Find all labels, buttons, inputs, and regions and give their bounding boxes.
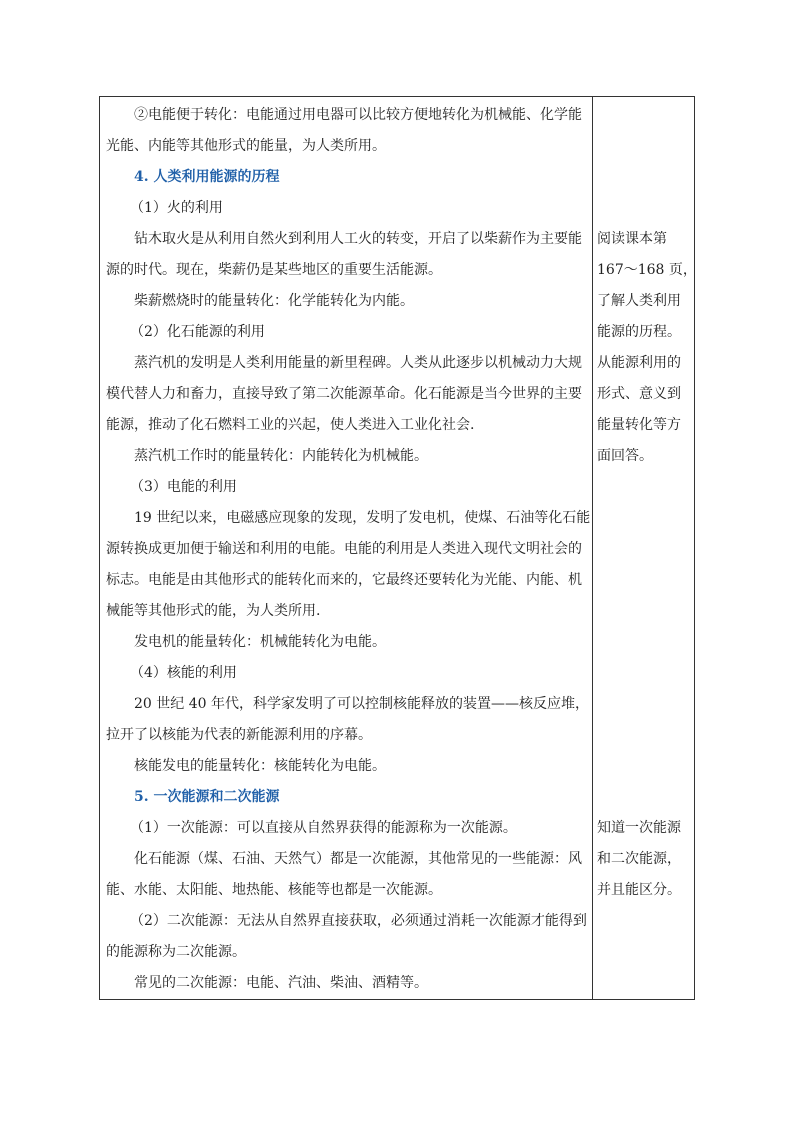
text-line: 的能源称为二次能源。 (106, 944, 246, 960)
side-note-line (597, 131, 693, 162)
text-line: 20 世纪 40 年代，科学家发明了可以控制核能释放的装置——核反应堆， (134, 696, 589, 712)
side-note-line (597, 503, 693, 534)
side-note-line: 形式、意义到 (597, 386, 681, 402)
text-line: 常见的二次能源：电能、汽油、柴油、酒精等。 (134, 975, 428, 991)
text-line: 钻木取火是从利用自然火到利用人工火的转变，开启了以柴薪作为主要能 (134, 231, 582, 247)
side-note-line (597, 100, 693, 131)
text-line: 拉开了以核能为代表的新能源利用的序幕。 (106, 727, 372, 743)
side-note-line (597, 658, 693, 689)
side-note-line (597, 782, 693, 813)
text-line: （3）电能的利用 (130, 479, 237, 495)
side-note-line: 能量转化等方 (597, 417, 681, 433)
text-line: 柴薪燃烧时的能量转化：化学能转化为内能。 (134, 293, 414, 309)
text-line: 发电机的能量转化：机械能转化为电能。 (134, 634, 386, 650)
side-note-line: 从能源利用的 (597, 355, 681, 371)
text-line: （2）化石能源的利用 (130, 324, 265, 340)
text-line: 源的时代。现在，柴薪仍是某些地区的重要生活能源。 (106, 262, 442, 278)
text-line: 能源，推动了化石燃料工业的兴起，使人类进入工业化社会. (106, 417, 475, 433)
side-note-line: 并且能区分。 (597, 882, 681, 898)
column-divider (592, 96, 593, 1000)
section-heading: 4. 人类利用能源的历程 (134, 169, 280, 185)
side-note-line (597, 937, 693, 968)
side-note-line: 和二次能源， (597, 851, 681, 867)
text-line: 蒸汽机工作时的能量转化：内能转化为机械能。 (134, 448, 428, 464)
side-note-line (597, 472, 693, 503)
side-note-line (597, 534, 693, 565)
side-note-line: 了解人类利用 (597, 293, 681, 309)
side-note-line (597, 596, 693, 627)
side-note-line (597, 720, 693, 751)
main-column (106, 100, 591, 999)
text-line: （2）二次能源：无法从自然界直接获取，必须通过消耗一次能源才能得到 (130, 913, 587, 929)
side-note-line (597, 968, 693, 999)
text-line: 光能、内能等其他形式的能量，为人类所用。 (106, 138, 386, 154)
side-note-line (597, 751, 693, 782)
side-note-line (597, 689, 693, 720)
text-line: （1）一次能源：可以直接从自然界获得的能源称为一次能源。 (130, 820, 517, 836)
side-note-line: 能源的历程。 (597, 324, 681, 340)
text-line: 能、水能、太阳能、地热能、核能等也都是一次能源。 (106, 882, 442, 898)
side-note-line (597, 627, 693, 658)
side-note-line: 167～168 页， (597, 262, 697, 278)
side-note-line (597, 162, 693, 193)
text-line: 19 世纪以来，电磁感应现象的发现，发明了发电机，使煤、石油等化石能 (134, 510, 591, 526)
side-note-line (597, 565, 693, 596)
section-heading: 5. 一次能源和二次能源 (134, 789, 280, 805)
text-line: 蒸汽机的发明是人类利用能量的新里程碑。人类从此逐步以机械动力大规 (134, 355, 582, 371)
text-line: ②电能便于转化：电能通过用电器可以比较方便地转化为机械能、化学能 (134, 107, 582, 123)
side-note-line (597, 906, 693, 937)
text-line: （1）火的利用 (130, 200, 223, 216)
text-line: 核能发电的能量转化：核能转化为电能。 (134, 758, 386, 774)
text-line: 模代替人力和畜力，直接导致了第二次能源革命。化石能源是当今世界的主要 (106, 386, 582, 402)
text-line: （4）核能的利用 (130, 665, 237, 681)
side-note-line (597, 193, 693, 224)
text-line: 械能等其他形式的能，为人类所用. (106, 603, 321, 619)
text-line: 标志。电能是由其他形式的能转化而来的，它最终还要转化为光能、内能、机 (106, 572, 582, 588)
side-note-line: 阅读课本第 (597, 231, 667, 247)
text-line: 化石能源（煤、石油、天然气）都是一次能源，其他常见的一些能源：风 (134, 851, 582, 867)
side-note-line: 知道一次能源 (597, 820, 681, 836)
side-note-line: 面回答。 (597, 448, 653, 464)
side-column (597, 100, 697, 999)
text-line: 源转换成更加便于输送和利用的电能。电能的利用是人类进入现代文明社会的 (106, 541, 582, 557)
